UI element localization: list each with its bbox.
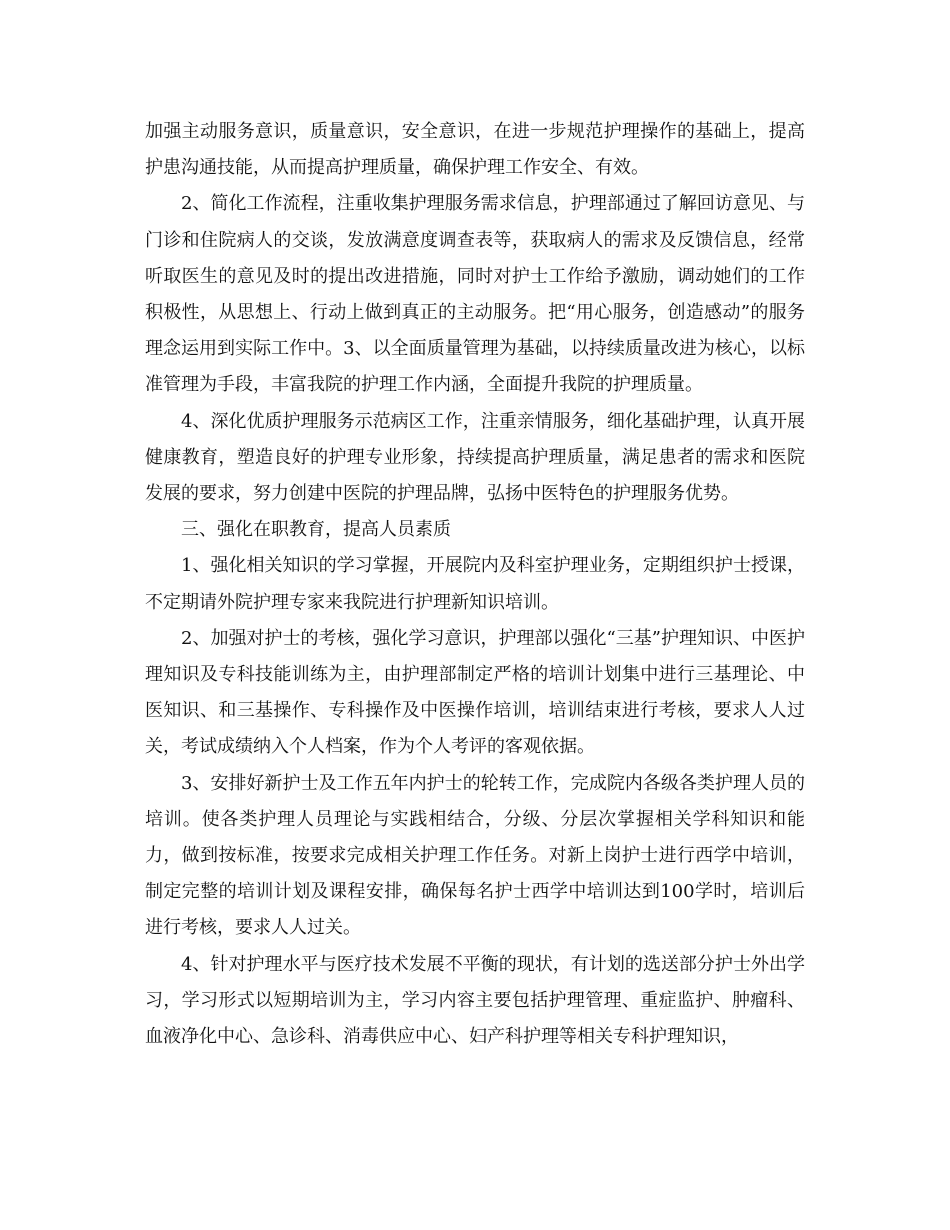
paragraph-item-4: 4、深化优质护理服务示范病区工作，注重亲情服务，细化基础护理，认真开展健康教育，塑造良好的护理专业形象，持续提高护理质量，满足患者的需求和医院发展的要求，努力创建中医院的护理品牌，弘扬中医特色的护理服务优势。 bbox=[145, 410, 805, 505]
paragraph-training-1: 1、强化相关知识的学习掌握，开展院内及科室护理业务，定期组织护士授课，不定期请外院护理专家来我院进行护理新知识培训。 bbox=[145, 555, 805, 613]
paragraph-training-2: 2、加强对护士的考核，强化学习意识，护理部以强化“三基”护理知识、中医护理知识及专科技能训练为主，由护理部制定严格的培训计划集中进行三基理论、中医知识、和三基操作、专科操作及中医操作培训，培训结束进行考核，要求人人过关，考试成绩纳入个人档案，作为个人考评的客观依据。 bbox=[145, 627, 805, 758]
section-heading-3: 三、强化在职教育，提高人员素质 bbox=[181, 519, 451, 541]
paragraph-item-2: 2、简化工作流程，注重收集护理服务需求信息，护理部通过了解回访意见、与门诊和住院病人的交谈，发放满意度调查表等，获取病人的需求及反馈信息，经常听取医生的意见及时的提出改进措施，同时对护士工作给予激励，调动她们的工作积极性，从思想上、行动上做到真正的主动服务。把“用心服务，创造感动”的服务理念运用到实际工作中。3、以全面质量管理为基础，以持续质量改进为核心，以标准管理为手段，丰富我院的护理工作内涵，全面提升我院的护理质量。 bbox=[145, 193, 805, 396]
paragraph-training-4: 4、针对护理水平与医疗技术发展不平衡的现状，有计划的选送部分护士外出学习，学习形式以短期培训为主，学习内容主要包括护理管理、重症监护、肿瘤科、血液净化中心、急诊科、消毒供应中心、妇产科护理等相关专科护理知识， bbox=[145, 953, 805, 1048]
document-body bbox=[145, 114, 805, 1055]
paragraph-training-3: 3、安排好新护士及工作五年内护士的轮转工作，完成院内各级各类护理人员的培训。使各类护理人员理论与实践相结合，分级、分层次掌握相关学科知识和能力，做到按标准，按要求完成相关护理工作任务。对新上岗护士进行西学中培训，制定完整的培训计划及课程安排，确保每名护士西学中培训达到100学时，培训后进行考核，要求人人过关。 bbox=[145, 772, 805, 939]
paragraph-continuation: 加强主动服务意识，质量意识，安全意识，在进一步规范护理操作的基础上，提高护患沟通技能，从而提高护理质量，确保护理工作安全、有效。 bbox=[145, 121, 805, 179]
